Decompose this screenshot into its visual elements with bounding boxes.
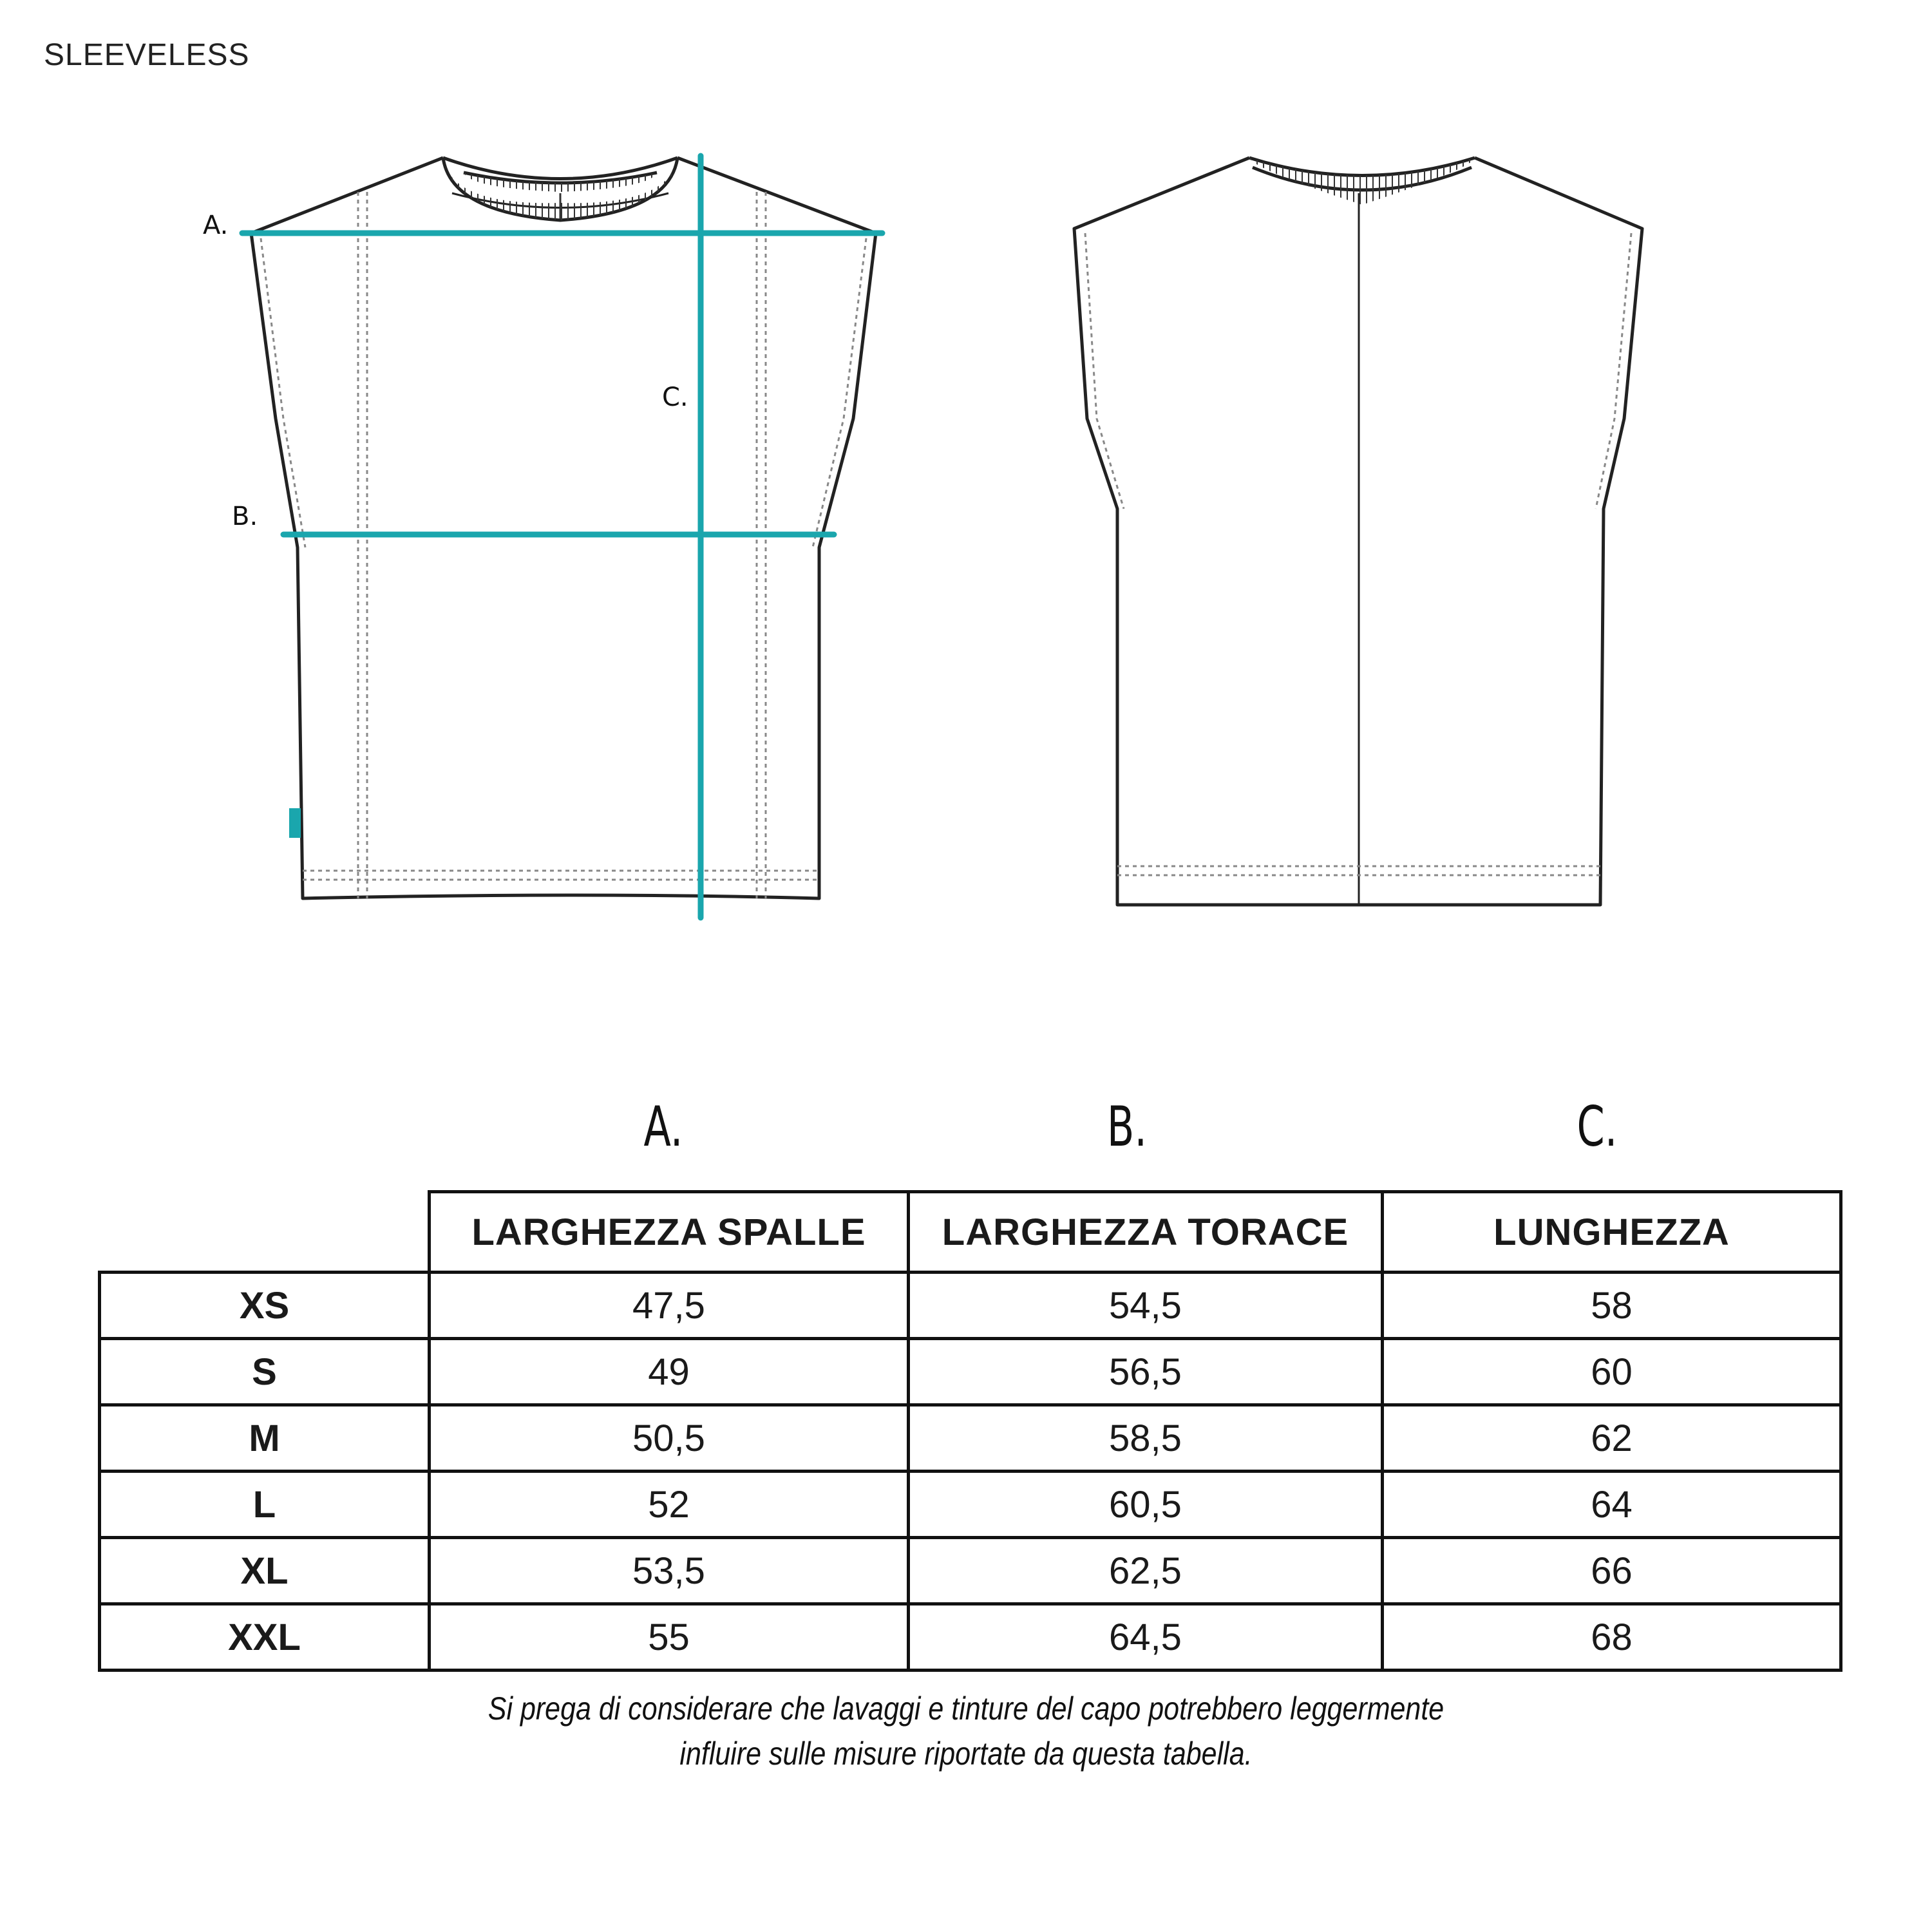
footnote-line-1: Si prega di considerare che lavaggi e tinture del capo potrebbero leggermente <box>488 1690 1444 1727</box>
page-title: SLEEVELESS <box>44 38 250 72</box>
column-letter-b: B. <box>1106 1095 1148 1159</box>
label-tag <box>289 808 301 838</box>
marker-b: B. <box>232 502 258 531</box>
footnote-line-2: influire sulle misure riportate da questa tabella. <box>679 1736 1253 1772</box>
table-row <box>100 1538 1841 1604</box>
value-cell: 68 <box>1383 1604 1841 1671</box>
value-cell: 58 <box>1383 1273 1841 1339</box>
table-row <box>100 1339 1841 1405</box>
header-blank-cell <box>100 1192 430 1273</box>
marker-a: A. <box>203 211 229 240</box>
value-cell: 52 <box>430 1472 909 1538</box>
marker-c: C. <box>662 383 688 412</box>
value-cell: 62,5 <box>909 1538 1383 1604</box>
size-table <box>98 1190 1842 1672</box>
value-cell: 64,5 <box>909 1604 1383 1671</box>
value-cell: 58,5 <box>909 1405 1383 1472</box>
value-cell: 66 <box>1383 1538 1841 1604</box>
header-larghezza-torace: LARGHEZZA TORACE <box>909 1192 1383 1273</box>
value-cell: 56,5 <box>909 1339 1383 1405</box>
size-label: XXL <box>100 1604 430 1671</box>
header-larghezza-spalle: LARGHEZZA SPALLE <box>430 1192 909 1273</box>
value-cell: 55 <box>430 1604 909 1671</box>
table-row <box>100 1472 1841 1538</box>
table-row <box>100 1273 1841 1339</box>
column-letter-a: A. <box>643 1095 683 1159</box>
front-view-drawing <box>251 158 876 898</box>
back-collar-ribbing <box>1249 158 1475 205</box>
footnote <box>357 1686 1575 1776</box>
size-label: S <box>100 1339 430 1405</box>
table-header-row <box>100 1192 1841 1273</box>
back-view-drawing <box>1074 158 1642 905</box>
table-row <box>100 1604 1841 1671</box>
size-label: L <box>100 1472 430 1538</box>
value-cell: 60 <box>1383 1339 1841 1405</box>
value-cell: 53,5 <box>430 1538 909 1604</box>
column-letter-c: C. <box>1577 1095 1618 1159</box>
size-label: XS <box>100 1273 430 1339</box>
value-cell: 54,5 <box>909 1273 1383 1339</box>
size-label: XL <box>100 1538 430 1604</box>
measurement-lines <box>242 156 882 918</box>
value-cell: 64 <box>1383 1472 1841 1538</box>
front-stitch-lines <box>261 192 866 898</box>
value-cell: 50,5 <box>430 1405 909 1472</box>
table-row <box>100 1405 1841 1472</box>
value-cell: 62 <box>1383 1405 1841 1472</box>
value-cell: 49 <box>430 1339 909 1405</box>
header-lunghezza: LUNGHEZZA <box>1383 1192 1841 1273</box>
value-cell: 60,5 <box>909 1472 1383 1538</box>
size-label: M <box>100 1405 430 1472</box>
value-cell: 47,5 <box>430 1273 909 1339</box>
